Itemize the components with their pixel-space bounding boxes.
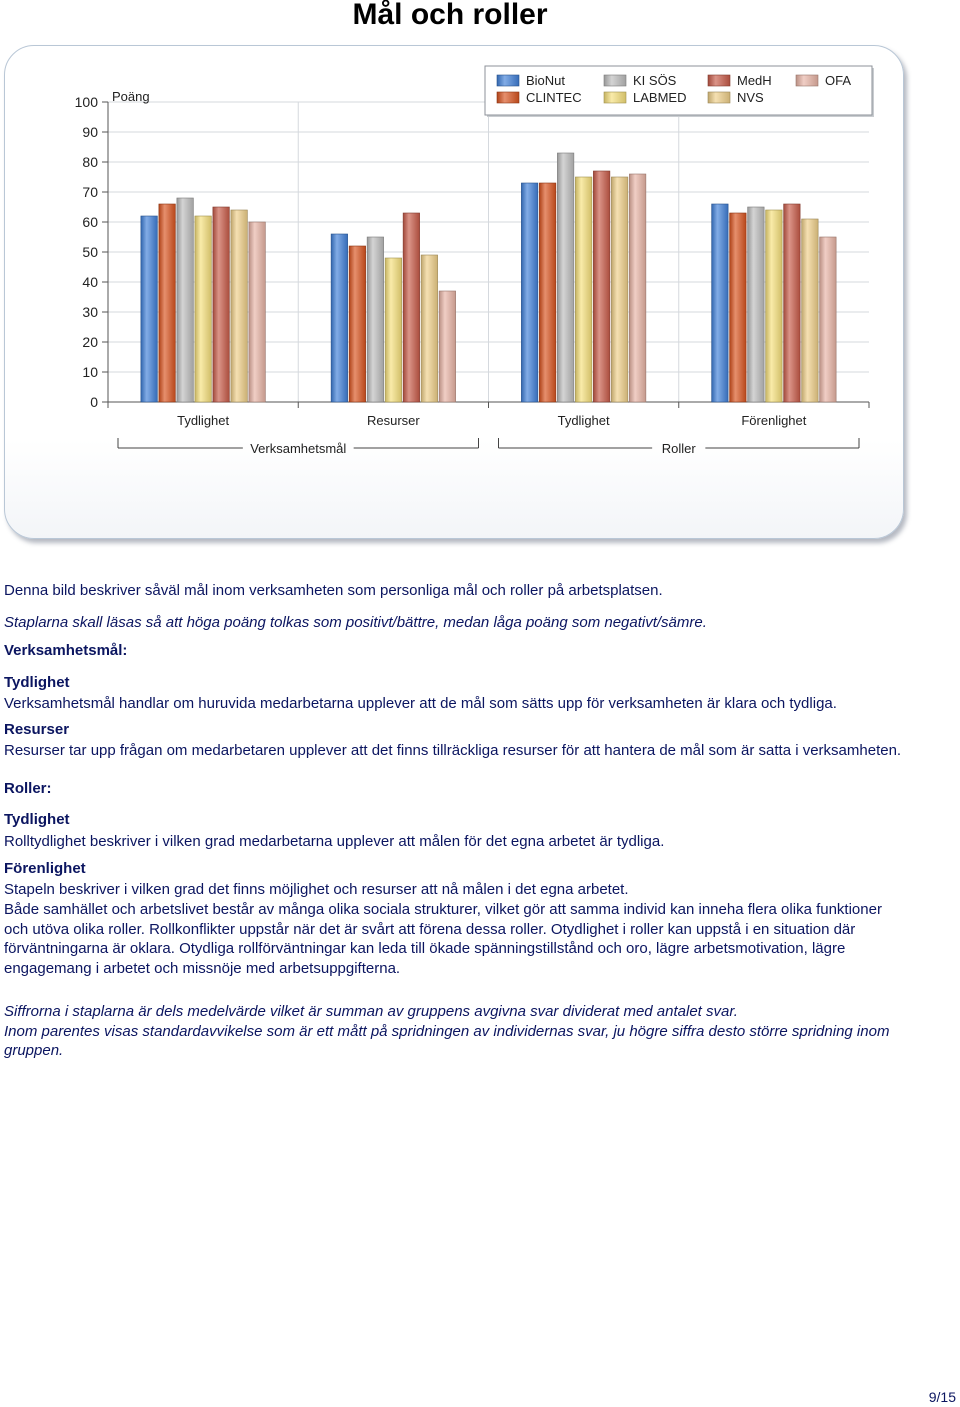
footnote-mean: Siffrorna i staplarna är dels medelvärde vilket är summan av gruppens avgivna svar dividerat med antalet svar. [4, 1003, 738, 1020]
legend-label: MedH [737, 73, 772, 88]
legend-swatch [708, 75, 730, 86]
reading-instruction: Staplarna skall läsas så att höga poäng tolkas som positivt/bättre, medan låga poäng som negativt/sämre. [4, 613, 707, 631]
group-label: Verksamhetsmål [250, 441, 347, 456]
bar [730, 213, 747, 402]
x-category-label: Resurser [367, 413, 420, 428]
bar [231, 210, 248, 402]
legend-swatch [708, 92, 730, 103]
bar [439, 291, 456, 402]
paragraph-vm-tydlighet: Verksamhetsmål handlar om huruvida medarbetarna upplever att de mål som sätts upp för verksamheten är klara och tydliga. [4, 695, 837, 712]
subheading-r-tydlighet: Tydlighet [4, 811, 70, 828]
legend-label: KI SÖS [633, 73, 677, 88]
paragraph-r-forenlighet: Stapeln beskriver i vilken grad det finns möjlighet och resurser att nå målen i det egna arbetet. [4, 880, 629, 898]
page-number: 9/15 [928, 1389, 956, 1405]
legend-label: CLINTEC [526, 90, 582, 105]
bar [367, 237, 384, 402]
subheading-r-forenlighet: Förenlighet [4, 860, 86, 877]
bar [213, 207, 230, 402]
bar [557, 153, 574, 402]
bar [385, 258, 402, 402]
bar [629, 174, 646, 402]
bar [820, 237, 837, 402]
bar [249, 222, 266, 402]
legend-label: BioNut [526, 73, 566, 88]
legend-swatch [497, 92, 519, 103]
bar [611, 177, 628, 402]
legend-label: NVS [737, 90, 764, 105]
legend-swatch [604, 75, 626, 86]
y-tick-label: 100 [74, 94, 98, 110]
y-tick-label: 0 [90, 394, 98, 410]
section-heading-verksamhetsmal: Verksamhetsmål: [4, 642, 128, 659]
footnote-stddev: Inom parentes visas standardavvikelse som är ett mått på spridningen av individernas svar, ju högre siffra desto större spridning inom gruppen. [4, 1022, 890, 1059]
bar [593, 171, 610, 402]
y-tick-label: 10 [82, 364, 98, 380]
bar [802, 219, 819, 402]
subheading-vm-tydlighet: Tydlighet [4, 673, 70, 691]
y-tick-label: 70 [82, 184, 98, 200]
legend-label: LABMED [633, 90, 687, 105]
bar [766, 210, 783, 402]
legend-label: OFA [825, 73, 852, 88]
bar [195, 216, 212, 402]
bar [349, 246, 366, 402]
description-text [4, 581, 904, 1061]
bar [421, 255, 438, 402]
paragraph-r-tydlighet: Rolltydlighet beskriver i vilken grad medarbetarna upplever att målen för det egna arbetet är tydliga. [4, 832, 665, 850]
y-tick-label: 50 [82, 244, 98, 260]
bar [784, 204, 801, 402]
y-tick-label: 20 [82, 334, 98, 350]
y-tick-label: 90 [82, 124, 98, 140]
page-title: Mål och roller [352, 0, 548, 31]
y-tick-label: 80 [82, 154, 98, 170]
y-tick-label: 30 [82, 304, 98, 320]
bar [141, 216, 158, 402]
group-label: Roller [661, 441, 696, 456]
bar [575, 177, 592, 402]
x-category-label: Tydlighet [177, 413, 230, 428]
bar [177, 198, 194, 402]
intro-paragraph: Denna bild beskriver såväl mål inom verksamheten som personliga mål och roller på arbetsplatsen. [4, 582, 663, 599]
paragraph-vm-resurser: Resurser tar upp frågan om medarbetaren upplever att det finns tillräckliga resurser för att hantera de mål som är satta i verksamheten. [4, 742, 902, 759]
legend-swatch [604, 92, 626, 103]
bar [331, 234, 348, 402]
paragraph-roles-body: Både samhället och arbetslivet består av många olika sociala strukturer, vilket gör att samma individ kan inneha flera olika funktioner och utöva olika roller. Rollkonflikter uppstår när det är svårt att förena dessa roller. Otydlighet i roller kan uppstå i en situation där förväntningarna är oklara. Otydliga rollförväntningar kan leda till ökade spänningstillstånd och oro, lägre arbetsmotivation, lägre engagemang i arbetet och missnöje med arbetsuppgifterna. [4, 901, 882, 977]
x-category-label: Tydlighet [557, 413, 610, 428]
bar-chart [4, 45, 904, 545]
bar [521, 183, 538, 402]
y-axis-label: Poäng [112, 89, 150, 104]
section-heading-roller: Roller: [4, 779, 52, 797]
bar [748, 207, 765, 402]
x-category-label: Förenlighet [741, 413, 807, 428]
bar [539, 183, 556, 402]
bar [403, 213, 420, 402]
legend-swatch [497, 75, 519, 86]
legend-swatch [796, 75, 818, 86]
subheading-vm-resurser: Resurser [4, 720, 70, 738]
y-tick-label: 60 [82, 214, 98, 230]
y-tick-label: 40 [82, 274, 98, 290]
bar [712, 204, 729, 402]
bar [159, 204, 176, 402]
